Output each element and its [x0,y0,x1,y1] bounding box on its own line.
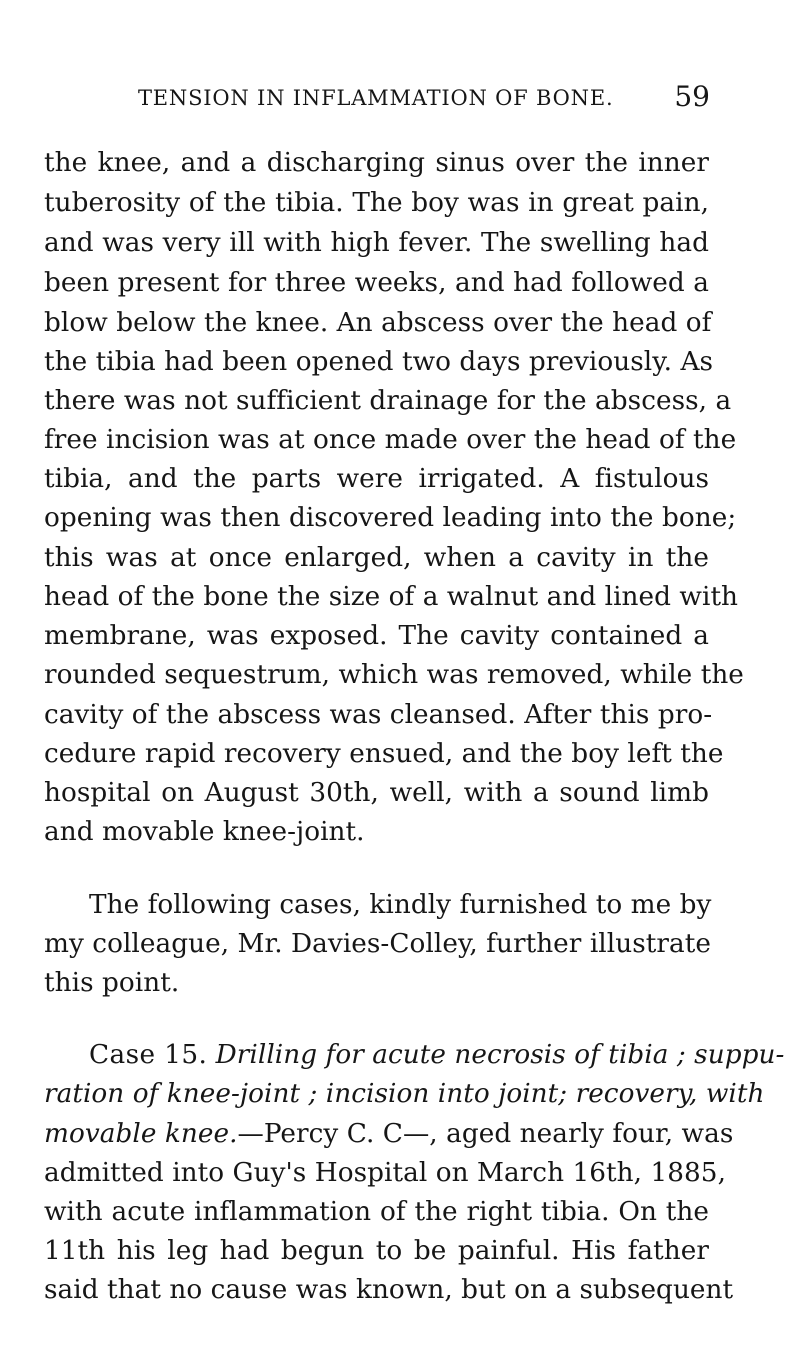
text-line: said that no cause was known, but on a subsequent [44,1275,734,1305]
running-head: TENSION IN INFLAMMATION OF BONE. [138,86,614,110]
text-line: admitted into Guy's Hospital on March 16th, 1885, [44,1158,726,1188]
text-line: blow below the knee. An abscess over the head of [44,308,712,338]
text-line: and movable knee-joint. [44,817,365,847]
text-line: this was at once enlarged, when a cavity in the [44,543,709,573]
case-text: —Percy C. C—, aged nearly four, was [237,1119,734,1149]
text-line: The following cases, kindly furnished to me by [89,890,712,920]
text-line: opening was then discovered leading into the bone; [44,503,737,533]
case-title-line [44,1074,765,1114]
text-line: membrane, was exposed. The cavity contained a [44,621,709,651]
text-line: this point. [44,968,180,998]
text-line: there was not sufficient drainage for the abscess, a [44,386,732,416]
text-line: tibia, and the parts were irrigated. A fistulous [44,464,709,494]
case-title: Drilling for acute necrosis of tibia ; suppu- [215,1040,785,1070]
case-title: ration of knee-joint ; incision into joint; recovery, with [44,1079,765,1109]
case-label: Case 15. [89,1040,208,1070]
page-number: 59 [674,80,710,113]
case-title: movable knee. [44,1119,238,1149]
text-line: the knee, and a discharging sinus over the inner [44,148,709,178]
text-line: tuberosity of the tibia. The boy was in great pain, [44,188,709,218]
text-line: cedure rapid recovery ensued, and the boy left the [44,739,724,769]
text-line: hospital on August 30th, well, with a sound limb [44,778,709,808]
text-line: and was very ill with high fever. The swelling had [44,228,709,258]
text-line [44,1114,734,1154]
text-line: cavity of the abscess was cleansed. After this pro- [44,700,713,730]
text-line: with acute inflammation of the right tibia. On the [44,1197,709,1227]
text-line: 11th his leg had begun to be painful. His father [44,1236,709,1266]
text-line: rounded sequestrum, which was removed, while the [44,660,744,690]
page-header [138,80,710,120]
text-line: head of the bone the size of a walnut and lined with [44,582,739,612]
text-line: the tibia had been opened two days previously. As [44,347,714,377]
text-line: been present for three weeks, and had followed a [44,268,709,298]
text-line: free incision was at once made over the head of the [44,425,737,455]
case-heading-line [89,1035,785,1075]
text-line: my colleague, Mr. Davies-Colley, further illustrate [44,929,711,959]
